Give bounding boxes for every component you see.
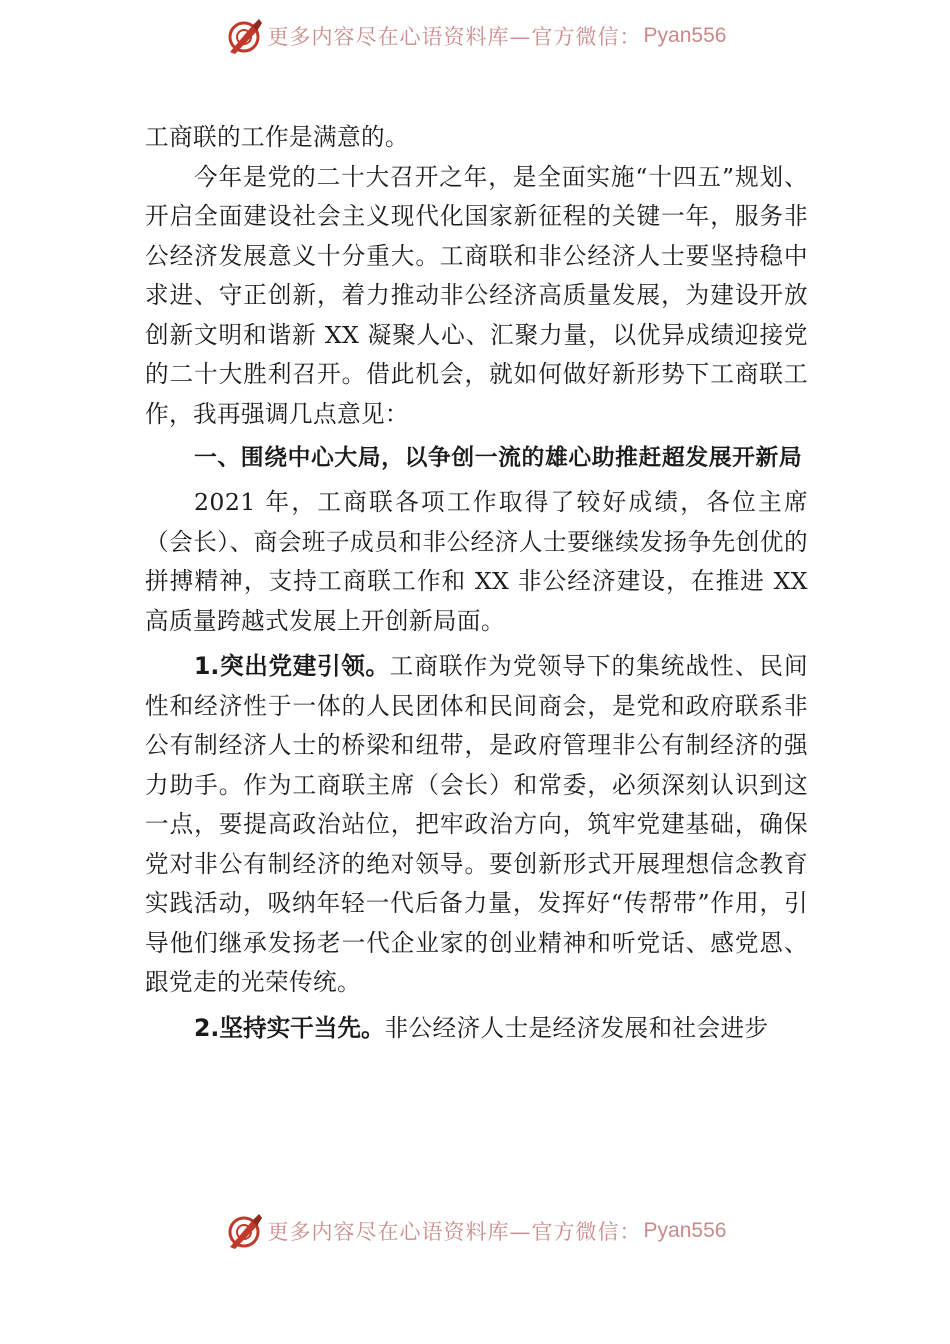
footer-banner: [0, 1209, 950, 1253]
list-item-1-text: 工商联作为党领导下的集统战性、民间性和经济性于一体的人民团体和民间商会，是党和政府联系非公有制经济人士的桥梁和纽带，是政府管理非公有制经济的强力助手。作为工商联主席（会长）和常委，必须深刻认识到这一点，要提高政治站位，把牢政治方向，筑牢党建基础，确保党对非公有制经济的绝对领导。要创新形式开展理想信念教育实践活动，吸纳年轻一代后备力量，发挥好“传帮带”作用，引导他们继承发扬老一代企业家的创业精神和听党话、感党恩、跟党走的光荣传统。: [145, 652, 808, 996]
footer-banner-text: 更多内容尽在心语资料库—官方微信：: [267, 1220, 642, 1244]
paragraph-1: 工商联的工作是满意的。: [145, 123, 409, 151]
list-item-1: [145, 647, 808, 1003]
pen-nib-logo-icon: [224, 1211, 264, 1251]
pen-nib-logo-icon: [224, 16, 264, 56]
list-item-2: [145, 1009, 808, 1049]
paragraph-3: 2021 年，工商联各项工作取得了较好成绩，各位主席（会长）、商会班子成员和非公经济人士要继续发扬争先创优的拼搏精神，支持工商联工作和 XX 非公经济建设，在推进 XX 高质量跨越式发展上开创新局面。: [145, 488, 808, 635]
list-item-1-title: 1.突出党建引领。: [194, 652, 390, 680]
list-item-2-title: 2.坚持实干当先。: [194, 1013, 385, 1042]
paragraph-2: 今年是党的二十大召开之年，是全面实施“十四五”规划、开启全面建设社会主义现代化国家新征程的关键一年，服务非公经济发展意义十分重大。工商联和非公经济人士要坚持稳中求进、守正创新，着力推动非公经济高质量发展，为建设开放创新文明和谐新 XX 凝聚人心、汇聚力量，以优异成绩迎接党的二十大胜利召开。借此机会，就如何做好新形势下工商联工作，我再强调几点意见：: [145, 162, 808, 428]
section-heading-1: 一、围绕中心大局，以争创一流的雄心助推赶超发展开新局: [194, 445, 803, 471]
header-wechat-id: Pyan556: [643, 24, 727, 47]
list-item-2-text: 非公经济人士是经济发展和社会进步: [384, 1013, 769, 1042]
header-banner: [0, 14, 950, 58]
footer-wechat-id: Pyan556: [643, 1219, 727, 1242]
document-body: [145, 118, 808, 1048]
header-banner-text: 更多内容尽在心语资料库—官方微信：: [267, 25, 642, 49]
